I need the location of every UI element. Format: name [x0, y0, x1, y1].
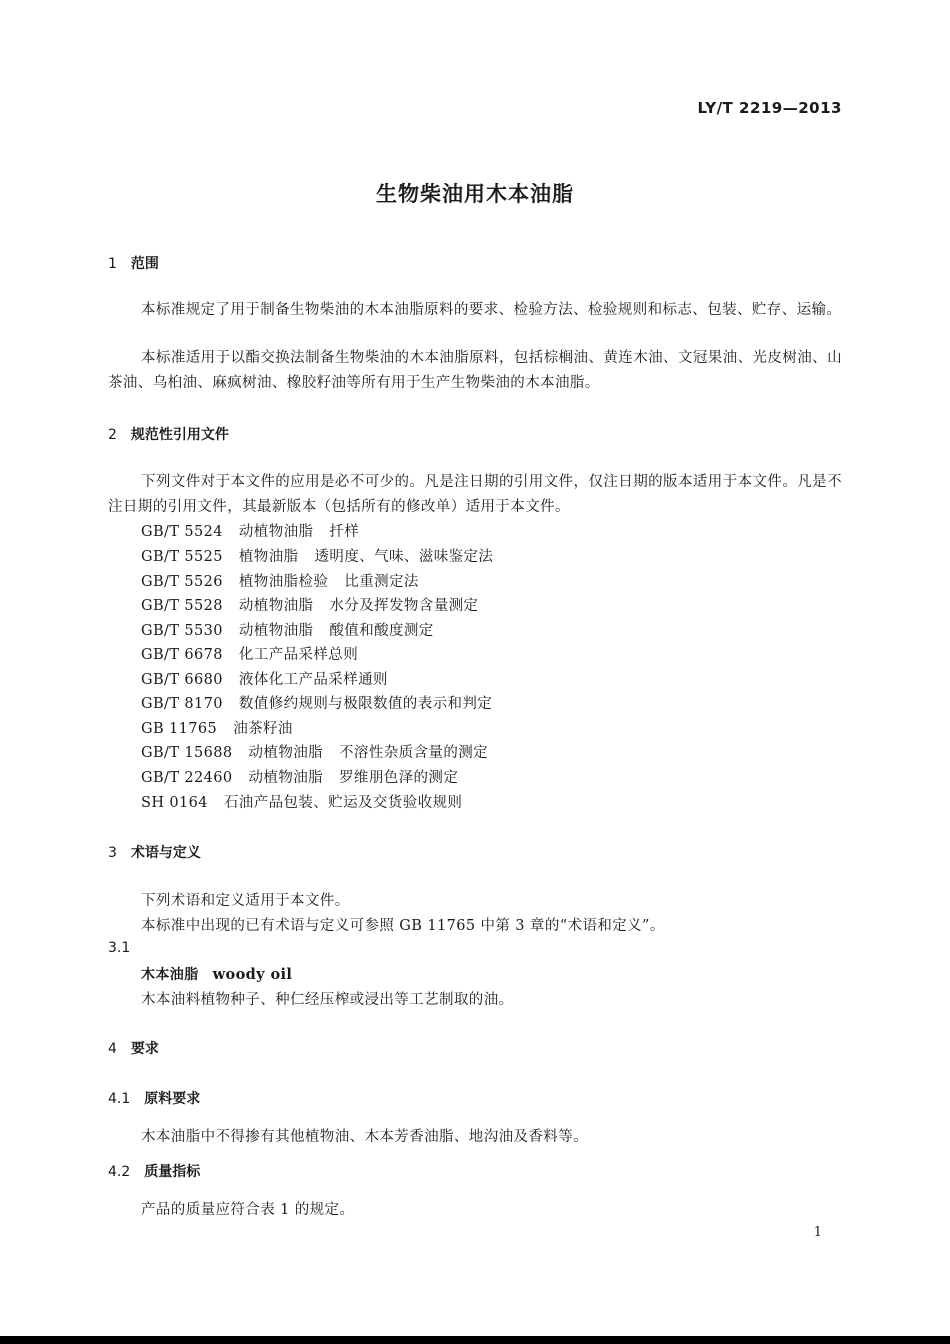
reference-subtitle: 比重测定法 — [344, 574, 419, 590]
term-name — [141, 964, 292, 984]
subsection-title: 原料要求 — [144, 1091, 201, 1107]
reference-subtitle: 水分及挥发物含量测定 — [329, 598, 479, 614]
reference-code: GB/T 5528 — [141, 598, 223, 614]
terms-intro-line: 下列术语和定义适用于本文件。 — [141, 893, 350, 909]
scope-paragraph-2: 本标准适用于以酯交换法制备生物柴油的木本油脂原料，包括棕榈油、黄连木油、文冠果油、光皮树油、山茶油、乌桕油、麻疯树油、橡胶籽油等所有用于生产生物柴油的木本油脂。 — [108, 350, 842, 391]
raw-material-text: 木本油脂中不得掺有其他植物油、木本芳香油脂、地沟油及香料等。 — [141, 1129, 588, 1145]
terms-intro-line: 本标准中出现的已有术语与定义可参照 GB 11765 中第 3 章的“术语和定义”。 — [141, 918, 665, 934]
reference-item — [141, 520, 359, 541]
section-title: 范围 — [130, 256, 159, 272]
subsection-number: 4.1 — [108, 1091, 131, 1107]
reference-title: 动植物油脂 — [248, 745, 324, 761]
reference-code: GB/T 5525 — [141, 549, 223, 565]
term-english: woody oil — [212, 966, 293, 983]
references-intro: 下列文件对于本文件的应用是必不可少的。凡是注日期的引用文件，仅注日期的版本适用于本文件。凡是不注日期的引用文件，其最新版本（包括所有的修改单）适用于本文件。 — [108, 474, 842, 515]
scope-paragraph-1: 本标准规定了用于制备生物柴油的木本油脂原料的要求、检验方法、检验规则和标志、包装、贮存、运输。 — [141, 302, 842, 318]
reference-subtitle: 酸值和酸度测定 — [329, 623, 434, 639]
section-number: 2 — [108, 427, 117, 443]
reference-item — [141, 692, 492, 713]
reference-code: GB/T 5526 — [141, 574, 223, 590]
term-number: 3.1 — [108, 940, 131, 956]
standard-code: LY/T 2219—2013 — [697, 99, 842, 117]
reference-title: 动植物油脂 — [238, 623, 314, 639]
reference-code: GB/T 15688 — [141, 745, 233, 761]
reference-title: 数值修约规则与极限数值的表示和判定 — [238, 696, 493, 712]
bottom-border — [0, 1336, 950, 1344]
reference-title: 石油产品包装、贮运及交货验收规则 — [223, 795, 463, 811]
reference-subtitle: 不溶性杂质含量的测定 — [339, 745, 489, 761]
document-title: 生物柴油用木本油脂 — [376, 182, 574, 206]
term-definition: 木本油料植物种子、种仁经压榨或浸出等工艺制取的油。 — [141, 992, 514, 1008]
reference-code: GB 11765 — [141, 721, 218, 737]
reference-title: 动植物油脂 — [248, 770, 324, 786]
subsection-number: 4.2 — [108, 1164, 131, 1180]
reference-title: 植物油脂 — [238, 549, 299, 565]
page-number: 1 — [813, 1225, 822, 1240]
reference-code: GB/T 5530 — [141, 623, 223, 639]
reference-code: GB/T 6678 — [141, 647, 223, 663]
reference-title: 液体化工产品采样通则 — [238, 672, 388, 688]
reference-title: 植物油脂检验 — [238, 574, 329, 590]
section-title: 规范性引用文件 — [130, 427, 229, 443]
section-title: 术语与定义 — [130, 845, 201, 861]
reference-subtitle: 透明度、气味、滋味鉴定法 — [314, 549, 494, 565]
reference-code: GB/T 6680 — [141, 672, 223, 688]
section-heading-normative-references — [108, 424, 229, 444]
reference-item — [141, 594, 478, 615]
reference-code: SH 0164 — [141, 795, 208, 811]
reference-item — [141, 619, 434, 640]
reference-item — [141, 791, 462, 812]
reference-item — [141, 545, 493, 566]
reference-code: GB/T 5524 — [141, 524, 223, 540]
term-chinese: 木本油脂 — [141, 967, 199, 983]
reference-code: GB/T 22460 — [141, 770, 233, 786]
reference-code: GB/T 8170 — [141, 696, 223, 712]
reference-item — [141, 717, 293, 738]
section-number: 1 — [108, 256, 117, 272]
reference-subtitle: 罗维朋色泽的测定 — [339, 770, 459, 786]
reference-title: 化工产品采样总则 — [238, 647, 359, 663]
section-title: 要求 — [130, 1041, 159, 1057]
section-number: 3 — [108, 845, 117, 861]
quality-text: 产品的质量应符合表 1 的规定。 — [141, 1202, 355, 1218]
reference-item — [141, 643, 358, 664]
reference-item — [141, 766, 458, 787]
section-heading-scope — [108, 253, 159, 273]
subsection-heading-quality — [108, 1161, 200, 1181]
reference-title: 动植物油脂 — [238, 524, 314, 540]
reference-item — [141, 668, 388, 689]
reference-item — [141, 570, 419, 591]
section-heading-requirements — [108, 1038, 159, 1058]
reference-subtitle: 扦样 — [329, 524, 360, 540]
reference-title: 动植物油脂 — [238, 598, 314, 614]
subsection-title: 质量指标 — [144, 1164, 201, 1180]
subsection-heading-raw-material — [108, 1088, 200, 1108]
reference-title: 油茶籽油 — [233, 721, 293, 737]
reference-item — [141, 741, 488, 762]
section-number: 4 — [108, 1041, 117, 1057]
section-heading-terms — [108, 842, 201, 862]
